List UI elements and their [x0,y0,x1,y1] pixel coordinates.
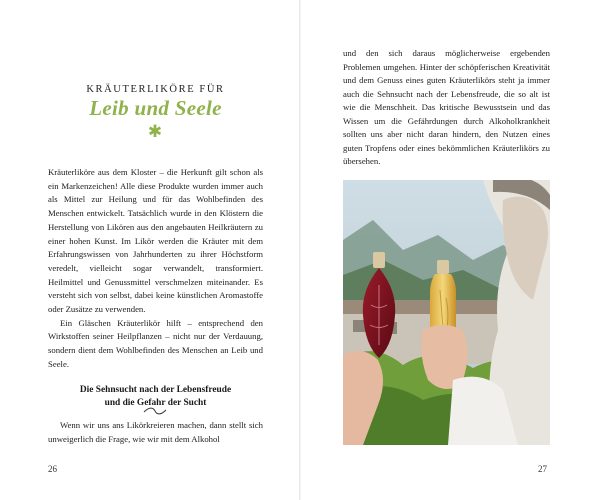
paragraph: Kräuterliköre aus dem Kloster – die Herkunft gilt schon als ein Markenzeichen! Alle diese Produkte wurden immer auch als Mittel zur Heilung und für das Wohlbefinden des Menschen entwickelt. Tatsächlich wurde in den Klöstern die Herstellung von Likören aus den angebauten Heilkräutern zu einer hohen Kunst. Im Likör werden die Kräuter mit dem Erfahrungswissen von Jahrhunderten zu ihrer Höchstform veredelt, vielleicht sogar verwandelt, transformiert. Heilmittel und Genussmittel verschmelzen miteinander. Es versteht sich von selbst, dabei keine künstlichen Aromastoffe oder Zusätze zu verwenden. [48,167,263,315]
right-body-text: und den sich daraus möglicherweise ergebenden Problemen umgehen. Hinter der schöpferischen Kreativität und dem Genuss eines guten Kräuterlikörs steht ja immer auch die Sehnsucht nach der Lebensfreude, die so alt ist wie die Menschheit. Das kritische Bewusstsein und das Wissen um die Gefährdungen durch Alkoholkrankheit sollten uns aber nicht daran hindern, den Nutzen eines guten Tropfens oder eines bekömmlichen Kräuterlikörs zu übersehen. [343,48,550,166]
page-number: 26 [48,464,57,474]
photo-illustration [343,180,550,445]
tilde-ornament-icon [142,407,168,415]
liqueur-bottles-photo [343,180,550,445]
subheading-line: und die Gefahr der Sucht [104,398,207,408]
chapter-kicker: KRÄUTERLIKÖRE FÜR [86,84,225,95]
page-number: 27 [538,464,547,474]
subheading-line: Die Sehnsucht nach der Lebensfreude [79,385,232,395]
asterisk-ornament-icon: ✱ [147,122,163,142]
paragraph: Wenn wir uns ans Likörkreieren machen, dann stellt sich unweigerlich die Frage, wie wir mit dem Alkohol [48,420,263,444]
chapter-title: Leib und Seele [89,96,222,120]
left-body-text [48,166,263,372]
paragraph: Ein Gläschen Kräuterlikör hilft – entsprechend den Wirkstoffen seiner Heilpflanzen – nicht nur der Verdauung, sondern dient dem Wohlbefinden des Menschen an Leib und Seele. [48,317,263,369]
